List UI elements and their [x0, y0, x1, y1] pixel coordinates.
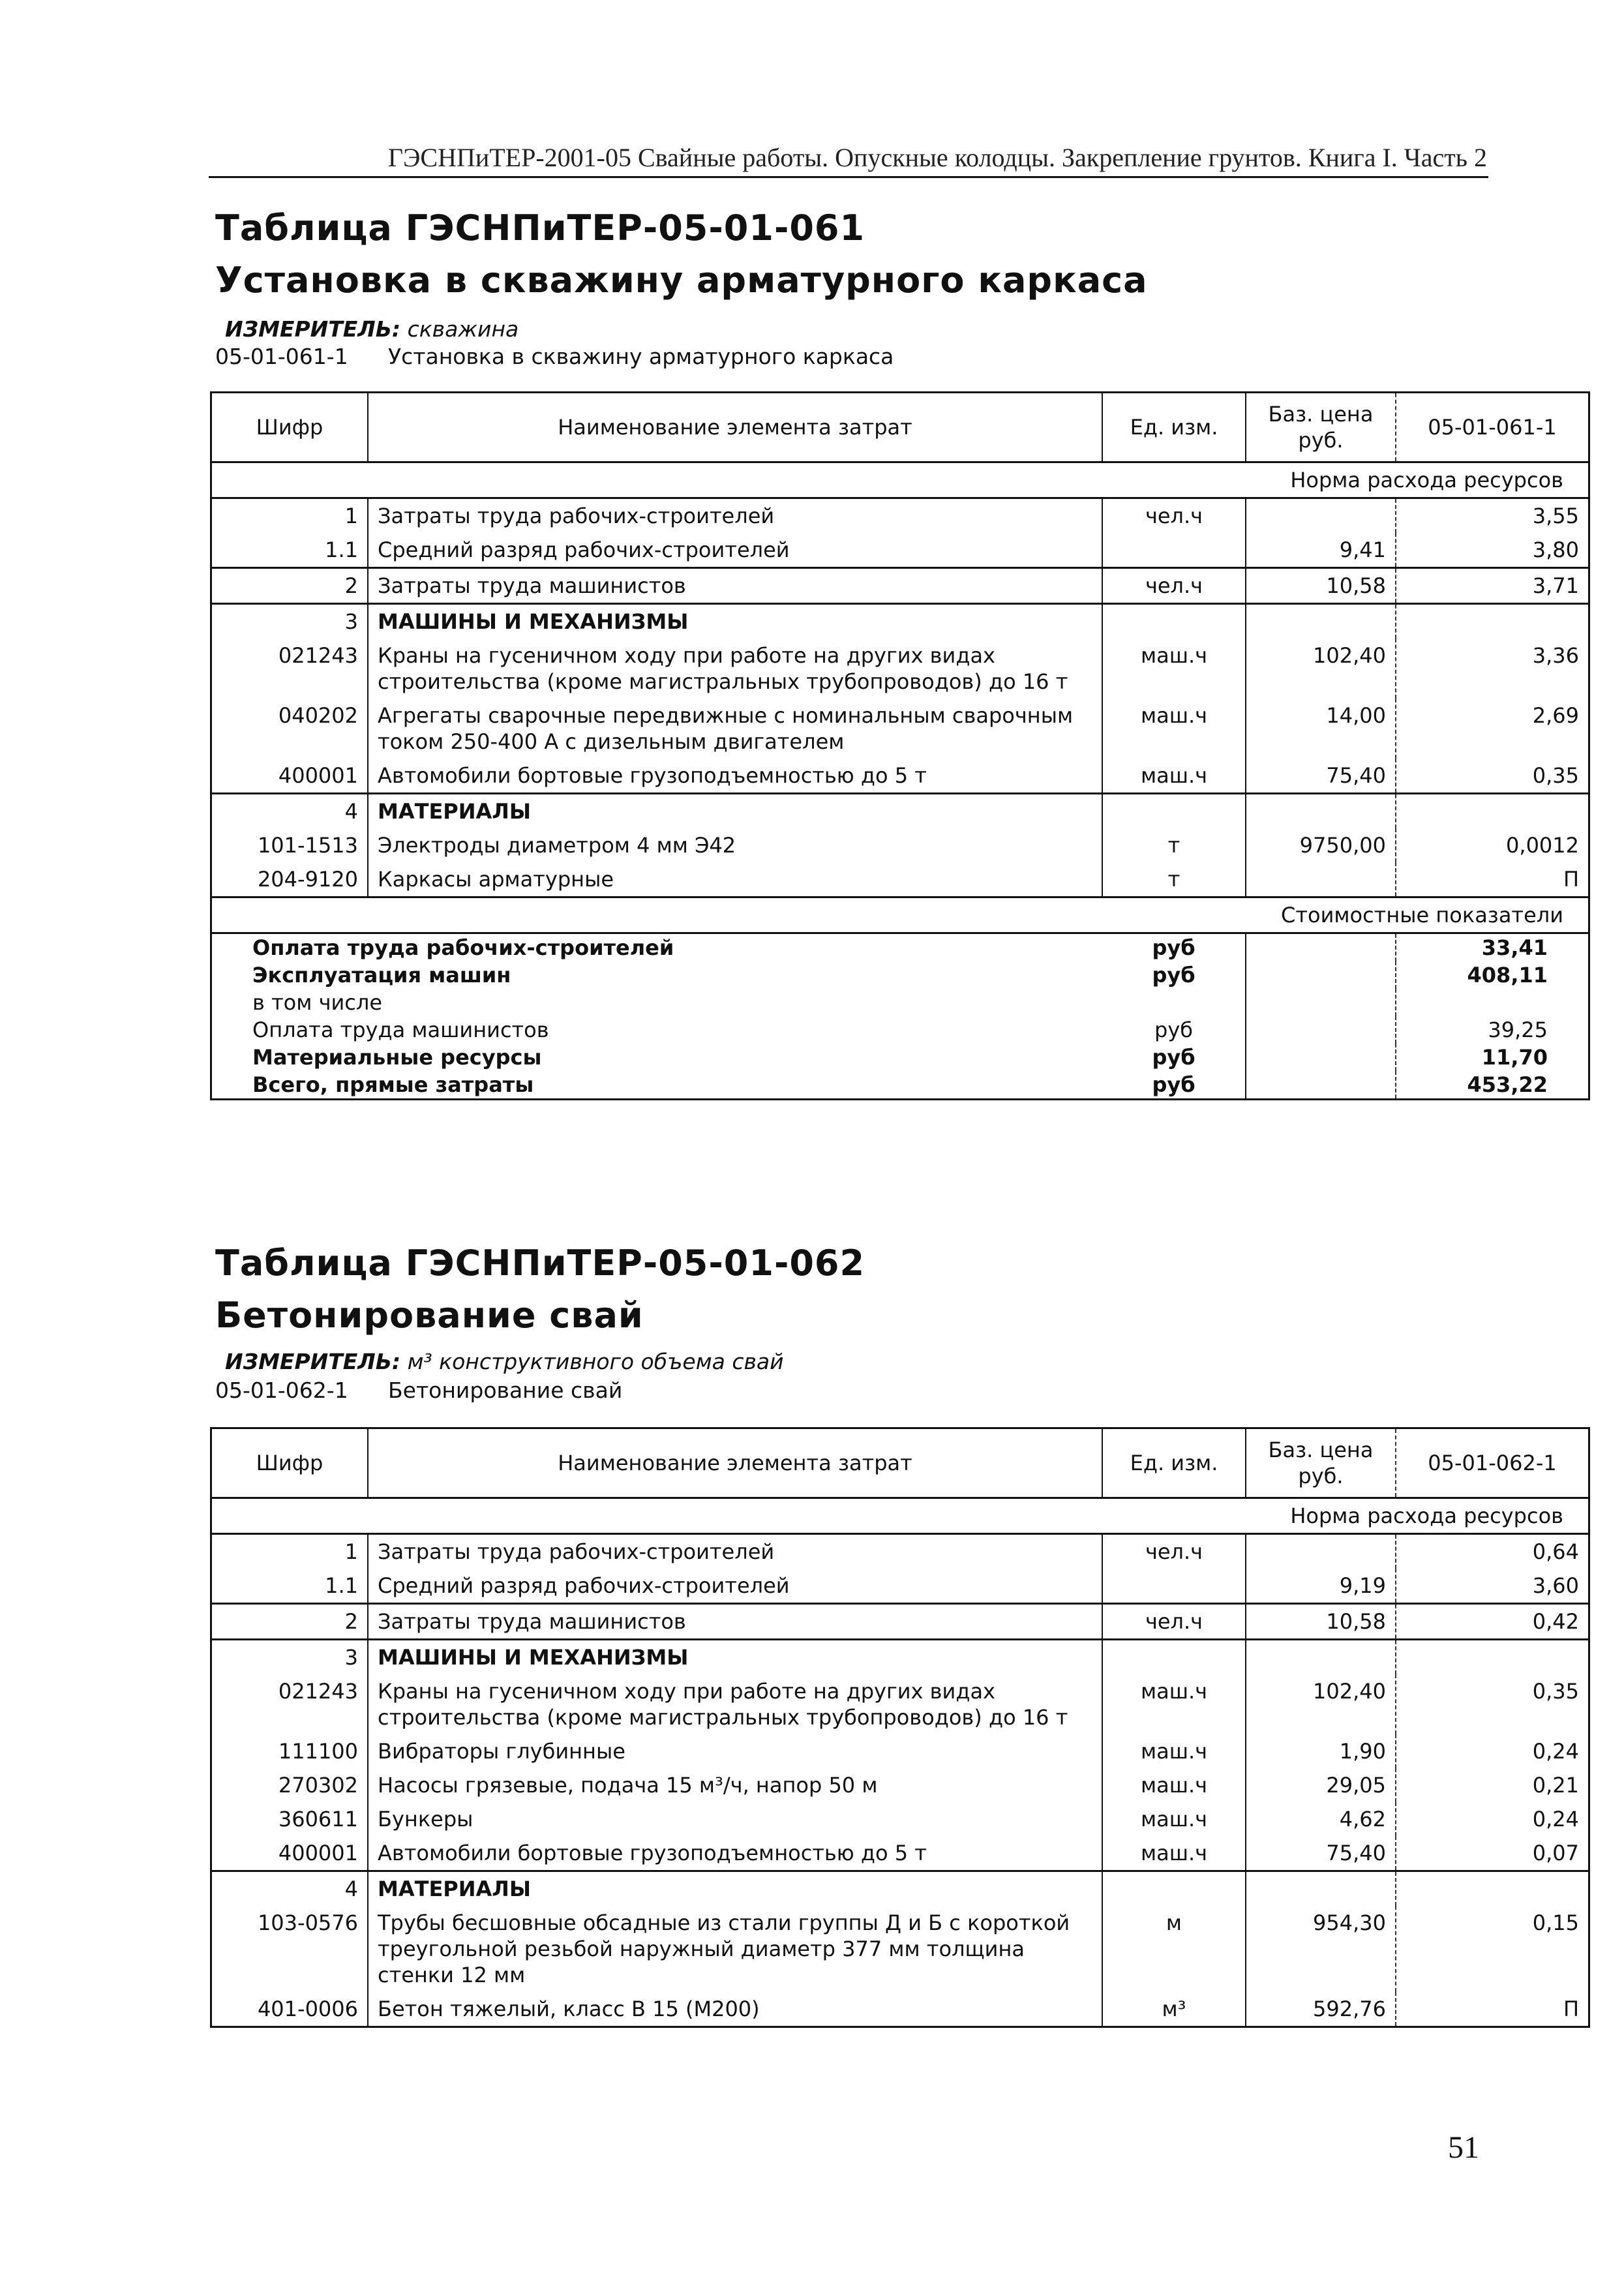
- row-name: Автомобили бортовые грузоподъемностью до 5 т: [368, 759, 1102, 794]
- row-code: 401-0006: [211, 1992, 368, 2027]
- summary-row: [211, 989, 1589, 1016]
- summary-unit: руб: [1102, 1071, 1246, 1100]
- table2-code-line: [215, 1378, 623, 1403]
- row-code: 2: [211, 1604, 368, 1640]
- table2: [210, 1427, 1590, 2028]
- row-name: Насосы грязевые, подача 15 м³/ч, напор 50 м: [368, 1768, 1102, 1802]
- row-unit: м: [1102, 1906, 1246, 1992]
- summary-label: Оплата труда рабочих-строителей: [252, 935, 674, 960]
- row-code: 021243: [211, 639, 368, 699]
- summary-unit: [1102, 989, 1246, 1016]
- table2-meter: [225, 1349, 784, 1374]
- norm-label: Норма расхода ресурсов: [211, 462, 1589, 498]
- summary-value: 453,22: [1467, 1072, 1548, 1097]
- row-unit: маш.ч: [1102, 1802, 1246, 1836]
- meter-value: скважина: [407, 316, 519, 342]
- summary-label: Оплата труда машинистов: [252, 1018, 549, 1042]
- table1-meter: [225, 316, 519, 342]
- meter-label: ИЗМЕРИТЕЛЬ:: [225, 1349, 401, 1374]
- col-name: Наименование элемента затрат: [368, 393, 1102, 462]
- row-price: 10,58: [1246, 1604, 1396, 1640]
- summary-unit: руб: [1102, 933, 1246, 962]
- row-name: Средний разряд рабочих-строителей: [368, 1569, 1102, 1604]
- row-value: 0,24: [1532, 1807, 1579, 1832]
- row-unit: м³: [1102, 1992, 1246, 2027]
- row-unit: т: [1102, 828, 1246, 862]
- summary-value: 408,11: [1467, 963, 1548, 988]
- table2-subtitle: Бетонирование свай: [215, 1295, 644, 1336]
- table1-code-desc: Установка в скважину арматурного каркаса: [388, 344, 894, 369]
- col-unit: Ед. изм.: [1102, 393, 1246, 462]
- row-unit: [1102, 1640, 1246, 1675]
- summary-value: [1396, 989, 1589, 1016]
- row-price: 102,40: [1246, 1674, 1396, 1734]
- row-price: 9,19: [1246, 1569, 1396, 1604]
- row-unit: чел.ч: [1102, 568, 1246, 604]
- summary-row: [211, 1044, 1589, 1071]
- table2-code-desc: Бетонирование свай: [388, 1378, 623, 1403]
- row-code: 270302: [211, 1768, 368, 1802]
- summary-unit: руб: [1102, 1016, 1246, 1044]
- row-unit: маш.ч: [1102, 1674, 1246, 1734]
- row-price: 102,40: [1246, 639, 1396, 699]
- row-price: [1246, 794, 1396, 829]
- row-value: П: [1563, 867, 1579, 892]
- table-row: [211, 639, 1589, 699]
- row-unit: [1102, 604, 1246, 639]
- table-row: [211, 533, 1589, 568]
- row-price: [1246, 862, 1396, 897]
- page-number: 51: [1448, 2130, 1479, 2165]
- summary-label: Всего, прямые затраты: [252, 1072, 534, 1097]
- norm-row: [211, 462, 1589, 498]
- row-name: Электроды диаметром 4 мм Э42: [368, 828, 1102, 862]
- col-code: Шифр: [211, 1428, 368, 1498]
- row-unit: маш.ч: [1102, 1836, 1246, 1871]
- summary-value: 33,41: [1481, 935, 1548, 960]
- row-name: Затраты труда рабочих-строителей: [368, 1534, 1102, 1569]
- table2-title: Таблица ГЭСНПиТЕР-05-01-062: [215, 1243, 865, 1284]
- row-value: [1396, 1640, 1589, 1675]
- row-unit: маш.ч: [1102, 639, 1246, 699]
- table-row: [211, 1604, 1589, 1640]
- row-name: Агрегаты сварочные передвижные с номинальным сварочным током 250-400 А с дизельным двигателем: [368, 699, 1102, 759]
- row-name: Затраты труда машинистов: [368, 568, 1102, 604]
- row-price: [1246, 498, 1396, 534]
- summary-value: 11,70: [1481, 1045, 1548, 1070]
- table-row: [211, 604, 1589, 639]
- row-code: 021243: [211, 1674, 368, 1734]
- row-code: 2: [211, 568, 368, 604]
- row-unit: чел.ч: [1102, 1534, 1246, 1569]
- row-code: 1: [211, 1534, 368, 1569]
- summary-blank: [1246, 1071, 1396, 1100]
- row-code: 400001: [211, 759, 368, 794]
- table-row: [211, 1569, 1589, 1604]
- row-code: 103-0576: [211, 1906, 368, 1992]
- row-code: 3: [211, 1640, 368, 1675]
- row-name: Трубы бесшовные обсадные из стали группы Д и Б с короткой треугольной резьбой наружный диаметр 377 мм толщина стенки 12 мм: [368, 1906, 1102, 1992]
- row-code: 1.1: [211, 533, 368, 568]
- row-price: 14,00: [1246, 699, 1396, 759]
- table2-body: [211, 1534, 1589, 2027]
- summary-label: Эксплуатация машин: [252, 963, 511, 988]
- row-price: 954,30: [1246, 1906, 1396, 1992]
- row-value: 0,0012: [1506, 833, 1579, 858]
- row-unit: чел.ч: [1102, 1604, 1246, 1640]
- row-value: [1396, 794, 1589, 829]
- table-row: [211, 1674, 1589, 1734]
- row-name: Автомобили бортовые грузоподъемностью до 5 т: [368, 1836, 1102, 1871]
- row-code: 111100: [211, 1734, 368, 1768]
- table-row: [211, 498, 1589, 534]
- row-name: МАТЕРИАЛЫ: [368, 794, 1102, 829]
- row-price: 1,90: [1246, 1734, 1396, 1768]
- norm-label: Норма расхода ресурсов: [211, 1498, 1589, 1534]
- row-code: 040202: [211, 699, 368, 759]
- col-price: Баз. цена руб.: [1246, 393, 1396, 462]
- row-value: 0,07: [1532, 1841, 1579, 1865]
- summary-unit: руб: [1102, 1044, 1246, 1071]
- table2-code: 05-01-062-1: [215, 1378, 348, 1403]
- row-price: 9750,00: [1246, 828, 1396, 862]
- row-price: 10,58: [1246, 568, 1396, 604]
- table1-body: [211, 498, 1589, 897]
- norm-row: [211, 1498, 1589, 1534]
- row-name: Краны на гусеничном ходу при работе на других видах строительства (кроме магистральных трубопроводов) до 16 т: [368, 1674, 1102, 1734]
- row-code: 3: [211, 604, 368, 639]
- row-price: [1246, 1640, 1396, 1675]
- meter-label: ИЗМЕРИТЕЛЬ:: [225, 316, 401, 342]
- table-header-row: [211, 393, 1589, 462]
- col-code-norm: 05-01-061-1: [1396, 393, 1589, 462]
- row-code: 101-1513: [211, 828, 368, 862]
- row-name: Вибраторы глубинные: [368, 1734, 1102, 1768]
- table-row: [211, 1992, 1589, 2027]
- table1-title: Таблица ГЭСНПиТЕР-05-01-061: [215, 207, 865, 249]
- row-name: Краны на гусеничном ходу при работе на других видах строительства (кроме магистральных трубопроводов) до 16 т: [368, 639, 1102, 699]
- row-code: 1: [211, 498, 368, 534]
- summary-row: [211, 1071, 1589, 1100]
- row-name: МАШИНЫ И МЕХАНИЗМЫ: [368, 604, 1102, 639]
- col-price: Баз. цена руб.: [1246, 1428, 1396, 1498]
- row-code: 204-9120: [211, 862, 368, 897]
- meter-value: м³ конструктивного объема свай: [407, 1349, 784, 1374]
- row-value: [1396, 604, 1589, 639]
- col-unit: Ед. изм.: [1102, 1428, 1246, 1498]
- row-value: 2,69: [1532, 703, 1579, 728]
- row-name: МАШИНЫ И МЕХАНИЗМЫ: [368, 1640, 1102, 1675]
- cost-row: [211, 897, 1589, 933]
- row-name: Бетон тяжелый, класс В 15 (М200): [368, 1992, 1102, 2027]
- table1-code-line: [215, 344, 894, 369]
- table1-summary: [211, 933, 1589, 1100]
- header-rule: [209, 176, 1488, 178]
- col-code-norm: 05-01-062-1: [1396, 1428, 1589, 1498]
- row-code: 400001: [211, 1836, 368, 1871]
- row-value: 0,15: [1532, 1910, 1579, 1935]
- row-name: Бункеры: [368, 1802, 1102, 1836]
- row-value: 0,64: [1532, 1539, 1579, 1564]
- table-row: [211, 1534, 1589, 1569]
- row-unit: [1102, 794, 1246, 829]
- row-price: 4,62: [1246, 1802, 1396, 1836]
- row-name: Затраты труда рабочих-строителей: [368, 498, 1102, 534]
- row-price: 29,05: [1246, 1768, 1396, 1802]
- row-unit: маш.ч: [1102, 1734, 1246, 1768]
- row-value: 3,36: [1532, 643, 1579, 668]
- table-row: [211, 1871, 1589, 1907]
- table-row: [211, 1768, 1589, 1802]
- table-row: [211, 828, 1589, 862]
- row-price: 9,41: [1246, 533, 1396, 568]
- summary-blank: [1246, 1044, 1396, 1071]
- row-code: 4: [211, 794, 368, 829]
- row-value: 0,35: [1532, 763, 1579, 788]
- table-row: [211, 568, 1589, 604]
- summary-blank: [1246, 961, 1396, 989]
- col-name: Наименование элемента затрат: [368, 1428, 1102, 1498]
- table-row: [211, 699, 1589, 759]
- row-price: 592,76: [1246, 1992, 1396, 2027]
- row-unit: маш.ч: [1102, 1768, 1246, 1802]
- summary-row: [211, 933, 1589, 962]
- row-price: 75,40: [1246, 1836, 1396, 1871]
- row-value: 0,35: [1532, 1679, 1579, 1704]
- row-value: 3,55: [1532, 504, 1579, 528]
- row-price: [1246, 1534, 1396, 1569]
- table-header-row: [211, 1428, 1589, 1498]
- table-row: [211, 1802, 1589, 1836]
- cost-label: Стоимостные показатели: [211, 897, 1589, 933]
- running-header: ГЭСНПиТЕР-2001-05 Свайные работы. Опускные колодцы. Закрепление грунтов. Книга I. Часть 2: [387, 143, 1487, 172]
- row-code: 360611: [211, 1802, 368, 1836]
- row-value: 0,42: [1396, 1604, 1589, 1640]
- row-unit: маш.ч: [1102, 699, 1246, 759]
- row-price: [1246, 1871, 1396, 1907]
- row-name: МАТЕРИАЛЫ: [368, 1871, 1102, 1907]
- row-value: 3,80: [1532, 537, 1579, 562]
- summary-blank: [1246, 933, 1396, 962]
- row-value: П: [1563, 1997, 1579, 2021]
- row-unit: маш.ч: [1102, 759, 1246, 794]
- summary-row: [211, 961, 1589, 989]
- col-code: Шифр: [211, 393, 368, 462]
- row-unit: чел.ч: [1102, 498, 1246, 534]
- summary-value: 39,25: [1488, 1018, 1548, 1042]
- row-value: [1396, 1871, 1589, 1907]
- summary-row: [211, 1016, 1589, 1044]
- table-row: [211, 862, 1589, 897]
- row-unit: т: [1102, 862, 1246, 897]
- row-unit: [1102, 533, 1246, 568]
- summary-unit: руб: [1102, 961, 1246, 989]
- row-name: Средний разряд рабочих-строителей: [368, 533, 1102, 568]
- summary-blank: [1246, 1016, 1396, 1044]
- row-value: 0,24: [1532, 1739, 1579, 1764]
- table1: [210, 391, 1590, 1100]
- row-code: 4: [211, 1871, 368, 1907]
- summary-blank: [1246, 989, 1396, 1016]
- table-row: [211, 759, 1589, 794]
- row-name: Затраты труда машинистов: [368, 1604, 1102, 1640]
- table1-subtitle: Установка в скважину арматурного каркаса: [215, 260, 1148, 301]
- row-price: [1246, 604, 1396, 639]
- table-row: [211, 1640, 1589, 1675]
- table-row: [211, 794, 1589, 829]
- row-value: 3,71: [1396, 568, 1589, 604]
- row-value: 0,21: [1532, 1773, 1579, 1798]
- summary-label: в том числе: [252, 990, 382, 1015]
- row-unit: [1102, 1871, 1246, 1907]
- row-name: Каркасы арматурные: [368, 862, 1102, 897]
- table-row: [211, 1906, 1589, 1992]
- table-row: [211, 1734, 1589, 1768]
- table-row: [211, 1836, 1589, 1871]
- summary-label: Материальные ресурсы: [252, 1045, 542, 1070]
- row-value: 3,60: [1532, 1573, 1579, 1598]
- table1-code: 05-01-061-1: [215, 344, 348, 369]
- row-code: 1.1: [211, 1569, 368, 1604]
- row-unit: [1102, 1569, 1246, 1604]
- row-price: 75,40: [1246, 759, 1396, 794]
